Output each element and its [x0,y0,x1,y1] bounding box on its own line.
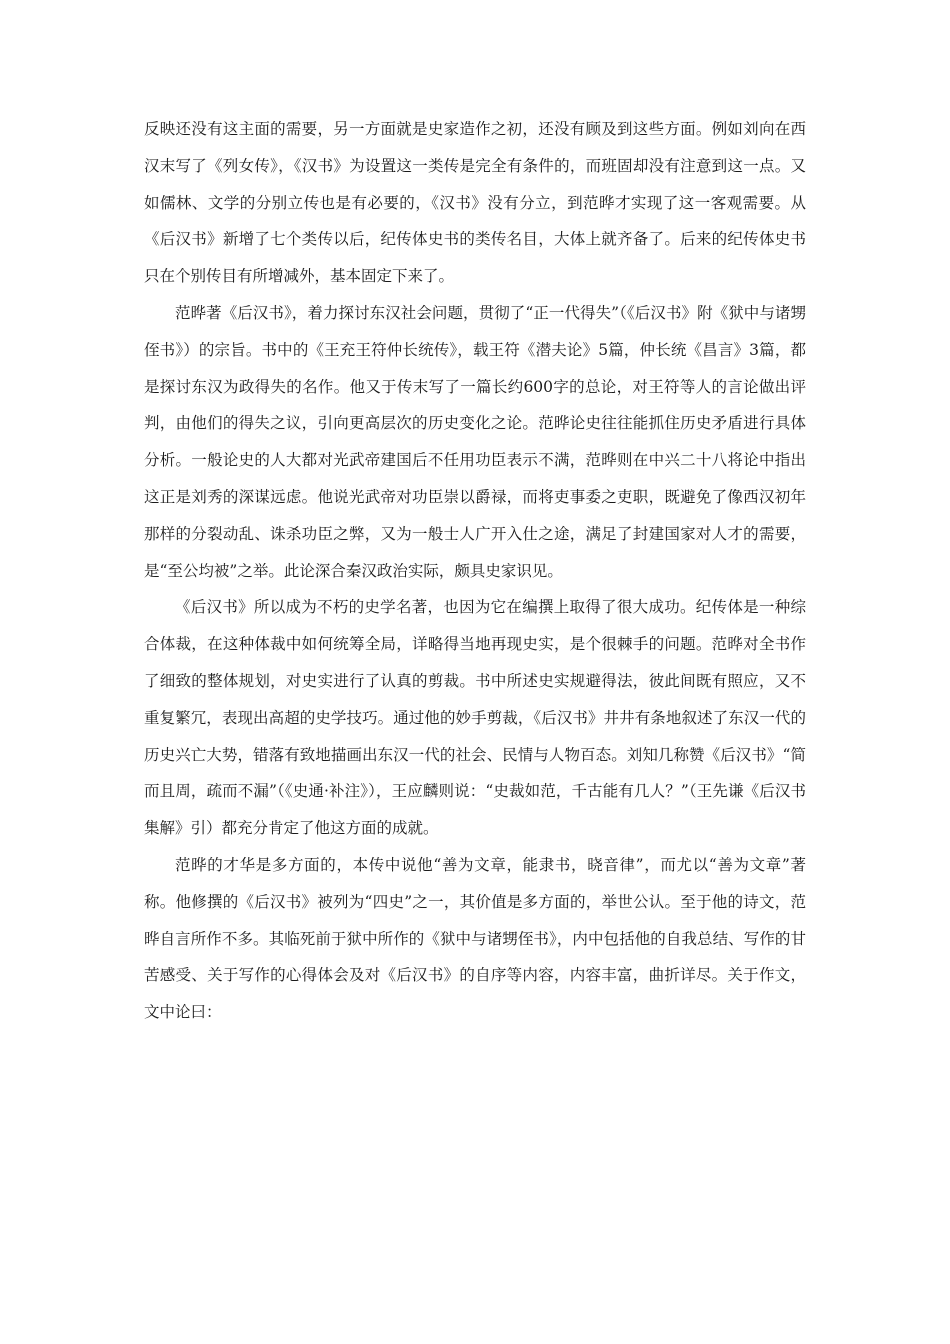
document-page [144,111,806,1031]
paragraph-3: 《后汉书》所以成为不朽的史学名著，也因为它在编撰上取得了很大成功。纪传体是一种综合体裁，在这种体裁中如何统筹全局，详略得当地再现史实，是个很棘手的问题。范晔对全书作了细致的整体规划，对史实进行了认真的剪裁。书中所述史实规避得法，彼此间既有照应，又不重复繁冗，表现出高超的史学技巧。通过他的妙手剪裁，《后汉书》井井有条地叙述了东汉一代的历史兴亡大势，错落有致地描画出东汉一代的社会、民情与人物百态。刘知几称赞《后汉书》“简而且周，疏而不漏”（《史通·补注》），王应麟则说：“史裁如范，千古能有几人？”（王先谦《后汉书集解》引）都充分肯定了他这方面的成就。 [144,598,806,838]
paragraph-2: 范晔著《后汉书》，着力探讨东汉社会问题，贯彻了“正一代得失”（《后汉书》附《狱中与诸甥侄书》）的宗旨。书中的《王充王符仲长统传》，载王符《潜夫论》5篇，仲长统《昌言》3篇，都是探讨东汉为政得失的名作。他又于传末写了一篇长约600字的总论，对王符等人的言论做出评判，由他们的得失之议，引向更高层次的历史变化之论。范晔论史往往能抓住历史矛盾进行具体分析。一般论史的人大都对光武帝建国后不任用功臣表示不满，范晔则在中兴二十八将论中指出这正是刘秀的深谋远虑。他说光武帝对功臣崇以爵禄，而将吏事委之吏职，既避免了像西汉初年那样的分裂动乱、诛杀功臣之弊，又为一般士人广开入仕之途，满足了封建国家对人才的需要，是“至公均被”之举。此论深合秦汉政治实际，颇具史家识见。 [144,303,806,580]
paragraph-1: 反映还没有这主面的需要，另一方面就是史家造作之初，还没有顾及到这些方面。例如刘向在西汉末写了《列女传》，《汉书》为设置这一类传是完全有条件的，而班固却没有注意到这一点。又如儒林、文学的分别立传也是有必要的，《汉书》没有分立，到范晔才实现了这一客观需要。从《后汉书》新增了七个类传以后，纪传体史书的类传名目，大体上就齐备了。后来的纪传体史书只在个别传目有所增减外，基本固定下来了。 [144,120,806,286]
paragraph-4: 范晔的才华是多方面的，本传中说他“善为文章，能隶书，晓音律”，而尤以“善为文章”著称。他修撰的《后汉书》被列为“四史”之一，其价值是多方面的，举世公认。至于他的诗文，范晔自言所作不多。其临死前于狱中所作的《狱中与诸甥侄书》，内中包括他的自我总结、写作的甘苦感受、关于写作的心得体会及对《后汉书》的自序等内容，内容丰富，曲折详尽。关于作文，文中论曰： [144,855,806,1022]
